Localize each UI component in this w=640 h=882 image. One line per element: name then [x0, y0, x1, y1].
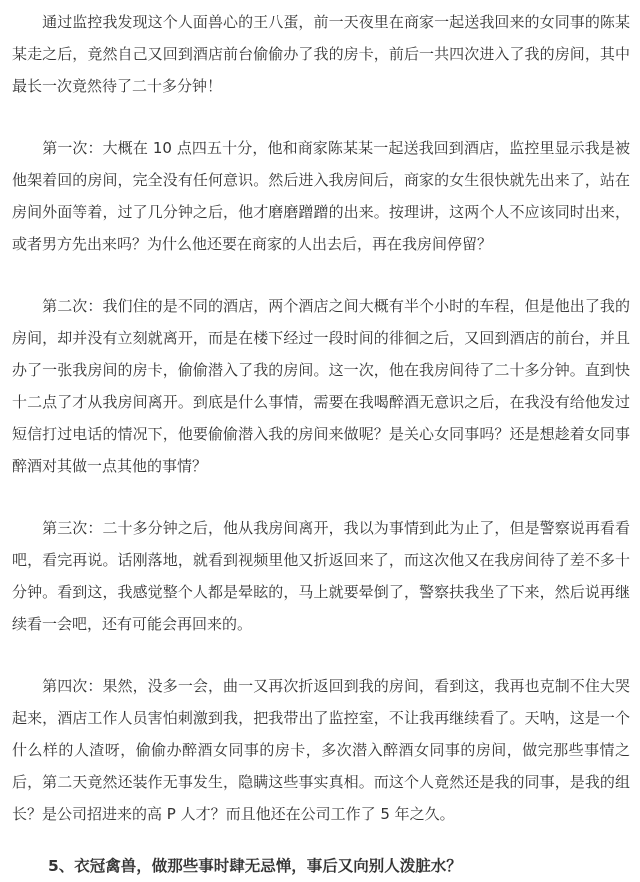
- paragraph-second-entry: 第二次：我们住的是不同的酒店，两个酒店之间大概有半个小时的车程，但是他出了我的房间，却并没有立刻就离开，而是在楼下经过一段时间的徘徊之后，又回到酒店的前台，并且办了一张我房间的房卡，偷偷潜入了我的房间。这一次，他在我房间待了二十多分钟。直到快十二点了才从我房间离开。到底是什么事情，需要在我喝醉酒无意识之后，在我没有给他发过短信打过电话的情况下，他要偷偷潜入我的房间来做呢？是关心女同事吗？还是想趁着女同事醉酒对其做一点其他的事情？: [12, 297, 630, 475]
- paragraph-first-entry: 第一次：大概在 10 点四五十分，他和商家陈某某一起送我回到酒店，监控里显示我是被他架着回的房间，完全没有任何意识。然后进入我房间后，商家的女生很快就先出来了，站在房间外面等着，过了几分钟之后，他才磨磨蹭蹭的出来。按理讲，这两个人不应该同时出来，或者男方先出来吗？为什么他还要在商家的人出去后，再在我房间停留？: [12, 139, 630, 253]
- paragraph-third-entry: 第三次：二十多分钟之后，他从我房间离开，我以为事情到此为止了，但是警察说再看看吧，看完再说。话刚落地，就看到视频里他又折返回来了，而这次他又在我房间待了差不多十分钟。看到这，我感觉整个人都是晕眩的，马上就要晕倒了，警察扶我坐了下来，然后说再继续看一会吧，还有可能会再回来的。: [12, 519, 630, 633]
- article-body: [12, 0, 630, 882]
- paragraph-fourth-entry: 第四次：果然，没多一会，曲一又再次折返回到我的房间，看到这，我再也克制不住大哭起来，酒店工作人员害怕刺激到我，把我带出了监控室，不让我再继续看了。天呐，这是一个什么样的人渣呀，偷偷办醉酒女同事的房卡，多次潜入醉酒女同事的房间，做完那些事情之后，第二天竟然还装作无事发生，隐瞒这些事实真相。而这个人竟然还是我的同事，是我的组长？是公司招进来的高 P 人才？而且他还在公司工作了 5 年之久。: [12, 677, 630, 823]
- paragraph-intro: 通过监控我发现这个人面兽心的王八蛋，前一天夜里在商家一起送我回来的女同事的陈某某走之后，竟然自己又回到酒店前台偷偷办了我的房卡，前后一共四次进入了我的房间，其中最长一次竟然待了二十多分钟！: [12, 13, 630, 95]
- section-heading: 5、衣冠禽兽，做那些事时肆无忌惮，事后又向别人泼脏水？: [48, 857, 462, 875]
